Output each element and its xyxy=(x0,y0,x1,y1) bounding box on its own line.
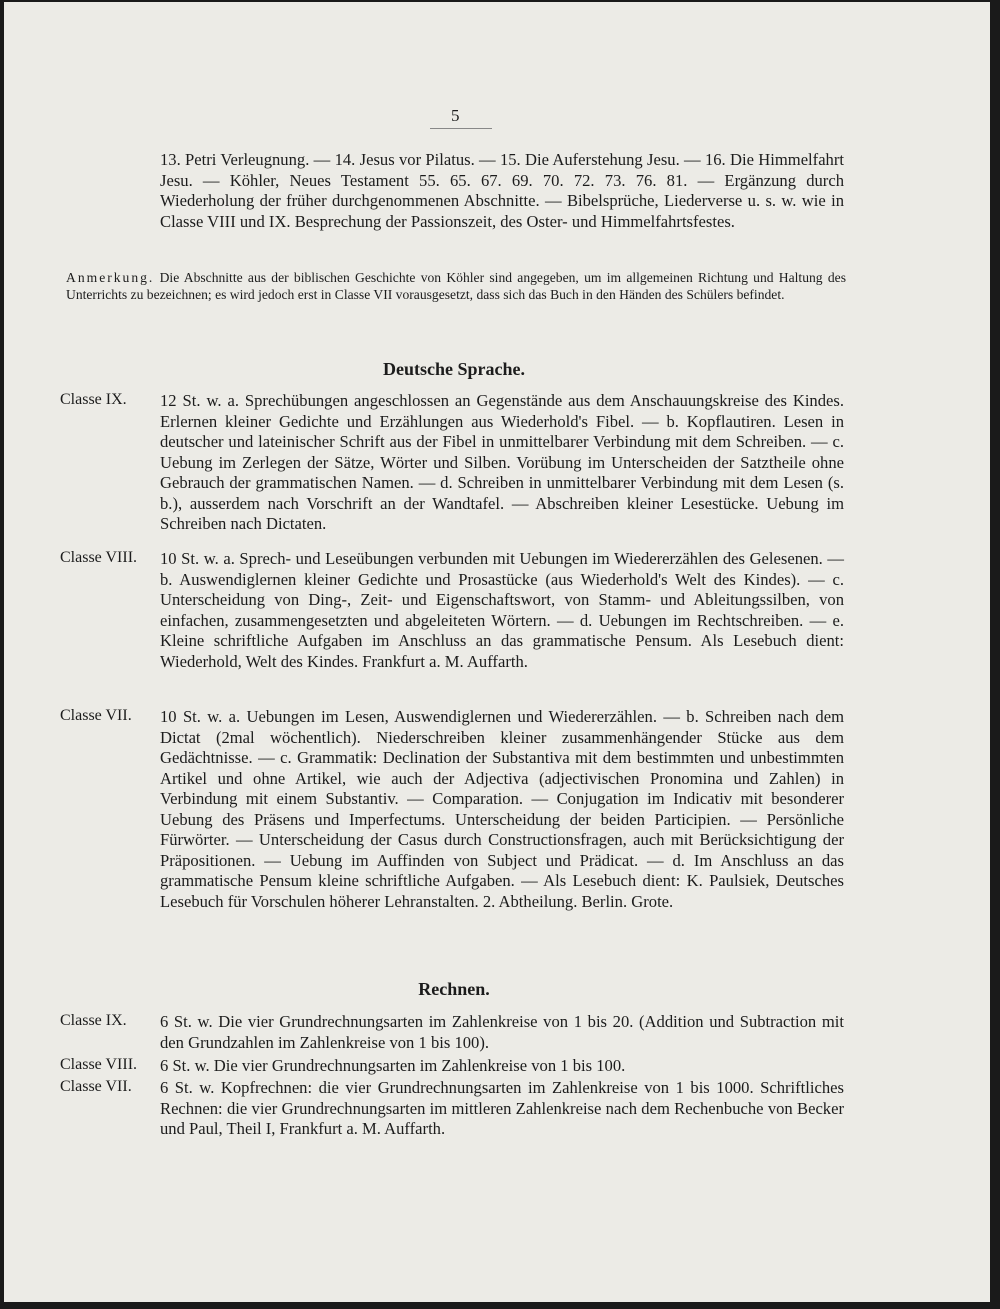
note-label: Anmerkung. xyxy=(66,270,155,285)
document-page xyxy=(4,2,990,1302)
class-entry-text: 10 St. w. a. Sprech- und Leseübungen verbunden mit Uebungen im Wiedererzählen des Gelesenen. — b. Auswendiglernen kleiner Gedichte und Prosastücke (aus Wiederhold's Welt des Kindes). — c. Unterscheidung von Ding-, Zeit- und Eigenschaftswort, von Stamm- und Ableitungssilben, von einfachen, zusammengesetzten und abgeleiteten Wörtern. — d. Uebungen im Rechtschreiben. — e. Kleine schriftliche Aufgaben im Anschluss an das grammatische Pensum. Als Lesebuch dient: Wiederhold, Welt des Kindes. Frankfurt a. M. Auffarth. xyxy=(160,549,844,671)
page-number: 5 xyxy=(451,106,460,125)
class-label: Classe VII. xyxy=(60,707,132,724)
class-label: Classe IX. xyxy=(60,391,127,408)
class-entry-text: 10 St. w. a. Uebungen im Lesen, Auswendiglernen und Wiedererzählen. — b. Schreiben nach dem Dictat (2mal wöchentlich). Niederschreiben kleiner zusammenhängender Stücke aus dem Gedächtnisse. — c. Grammatik: Declination der Substantiva mit dem bestimmten und unbestimmten Artikel und ohne Artikel, wie auch der Adjectiva (adjectivischen Pronomina und Zahlen) in Verbindung mit einem Substantiv. — Comparation. — Conjugation im Indicativ mit besonderer Uebung des Präsens und Imperfectums. Unterscheidung der beiden Participien. — Persönliche Fürwörter. — Unterscheidung der Casus durch Constructionsfragen, auch mit Berücksichtigung der Präpositionen. — Uebung im Auffinden von Subject und Prädicat. — d. Im Anschluss an das grammatische Pensum kleine schriftliche Aufgaben. — Als Lesebuch dient: K. Paulsiek, Deutsches Lesebuch für Vorschulen höherer Lehranstalten. 2. Abtheilung. Berlin. Grote. xyxy=(160,707,844,911)
page-number-rule xyxy=(430,128,492,131)
class-label: Classe VIII. xyxy=(60,549,138,566)
religion-continuation-paragraph: 13. Petri Verleugnung. — 14. Jesus vor Pilatus. — 15. Die Auferstehung Jesu. — 16. Die Himmelfahrt Jesu. — Köhler, Neues Testament 55. 65. 67. 69. 70. 72. 73. 76. 81. — Ergänzung durch Wiederholung der früher durchgenommenen Abschnitte. — Bibelsprüche, Liederverse u. s. w. wie in Classe VIII und IX. Besprechung der Passionszeit, des Oster- und Himmelfahrtsfestes. xyxy=(160,150,844,231)
class-label: Classe IX. xyxy=(60,1012,127,1029)
class-label: Classe VII. xyxy=(60,1078,132,1095)
note-text: Die Abschnitte aus der biblischen Geschichte von Köhler sind angegeben, um im allgemeinen Richtung und Haltung des Unterrichts zu bezeichnen; es wird jedoch erst in Classe VII vorausgesetzt, dass sich das Buch in den Händen des Schülers befindet. xyxy=(66,270,846,302)
class-label: Classe VIII. xyxy=(60,1056,138,1073)
class-entry-text: 12 St. w. a. Sprechübungen angeschlossen an Gegenstände aus dem Anschauungskreise des Kindes. Erlernen kleiner Gedichte und Erzählungen aus Wiederhold's Fibel. — b. Kopflautiren. Lesen in deutscher und lateinischer Schrift aus der Fibel in unmittelbarer Verbindung mit dem Schreiben. — c. Uebung im Zerlegen der Sätze, Wörter und Silben. Vorübung im Unterscheiden der Satztheile ohne Gebrauch der grammatischen Namen. — d. Schreiben in unmittelbarer Verbindung mit dem Lesen (s. b.), ausserdem nach Vorschrift an der Wandtafel. — Abschreiben kleiner Lesestücke. Uebung im Schreiben nach Dictaten. xyxy=(160,391,844,533)
note-paragraph xyxy=(66,270,846,304)
section-heading-deutsche-sprache: Deutsche Sprache. xyxy=(383,359,525,379)
class-entry-text: 6 St. w. Kopfrechnen: die vier Grundrechnungsarten im Zahlenkreise von 1 bis 1000. Schriftliches Rechnen: die vier Grundrechnungsarten im mittleren Zahlenkreise nach dem Rechenbuche von Becker und Paul, Theil I, Frankfurt a. M. Auffarth. xyxy=(160,1078,844,1138)
section-heading-rechnen: Rechnen. xyxy=(418,979,490,999)
class-entry-text: 6 St. w. Die vier Grundrechnungsarten im Zahlenkreise von 1 bis 20. (Addition und Subtraction mit den Grundzahlen im Zahlenkreise von 1 bis 100). xyxy=(160,1012,844,1052)
class-entry-text: 6 St. w. Die vier Grundrechnungsarten im Zahlenkreise von 1 bis 100. xyxy=(160,1056,626,1075)
